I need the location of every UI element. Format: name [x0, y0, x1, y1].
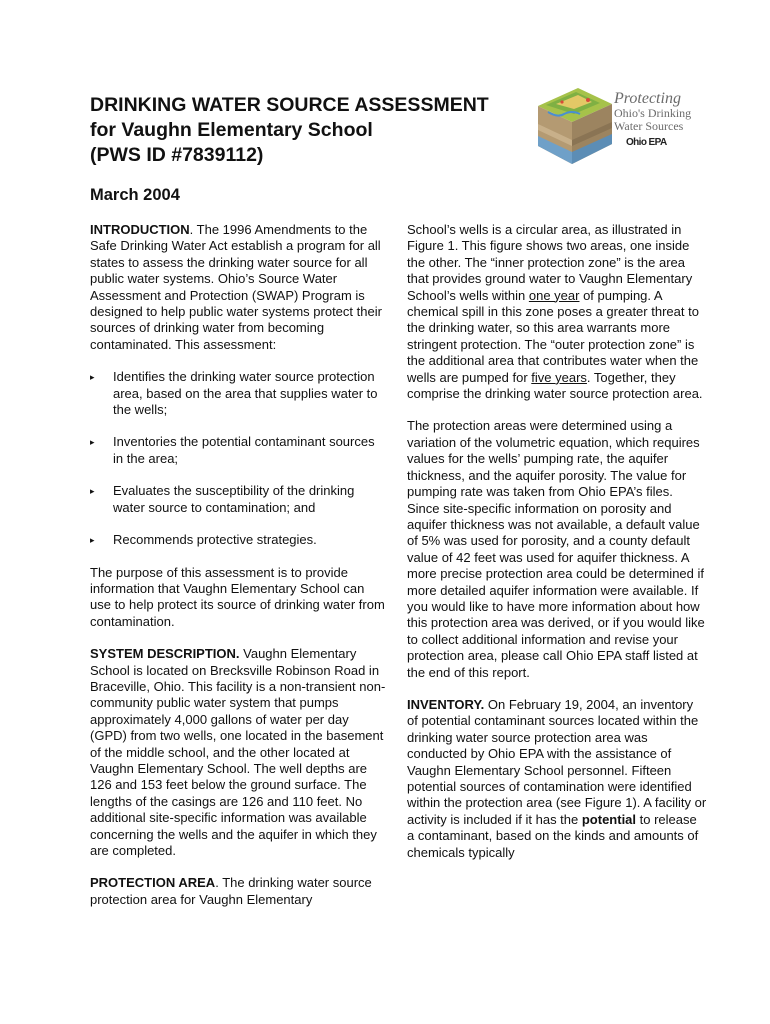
- protection-text-part-c: . Together, they comprise the drinking water source protection area.: [407, 369, 703, 402]
- right-column: [407, 222, 707, 861]
- bullet-arrow-icon: ▸: [90, 535, 95, 546]
- bullet-arrow-icon: ▸: [90, 372, 95, 383]
- inventory-paragraph: [407, 697, 707, 861]
- list-item: [90, 532, 386, 548]
- logo-line-1: Protecting: [614, 90, 681, 107]
- system-description-text: Vaughn Elementary School is located on Brecksville Robinson Road in Braceville, Ohio. This facility is a non-transient non-community public water system that pumps approximately 4,000 gallons of water per day (GPD) from two wells, one located in the basement of the middle school, and the other located at Vaughn Elementary School. The well depths are 126 and 153 feet below the ground surface. The lengths of the casings are 126 and 110 feet. No additional site-specific information was available concerning the wells and the aquifer in which they are completed.: [90, 646, 386, 858]
- protection-text-part-b: of pumping. A chemical spill in this zone poses a greater threat to the drinking water, so this area warrants more stringent protection. The “outer protection zone” is the additional area that contributes water when the wells are pumped for: [407, 287, 699, 385]
- protection-area-paragraph-start: [90, 875, 386, 908]
- landscape-block-icon: [528, 78, 618, 172]
- bullet-arrow-icon: ▸: [90, 437, 95, 448]
- assessment-list: [90, 369, 386, 548]
- list-item-text: Evaluates the susceptibility of the drinking water source to contamination; and: [113, 483, 355, 515]
- logo-text: [614, 90, 696, 148]
- list-item-text: Identifies the drinking water source protection area, based on the area that supplies water to the wells;: [113, 369, 378, 418]
- intro-paragraph: [90, 222, 386, 353]
- protection-text-part-a: School’s wells is a circular area, as illustrated in Figure 1. This figure shows two areas, one inside the other. The “inner protection zone” is the area that provides ground water to Vaughn Elementary School’s wells within: [407, 222, 693, 303]
- logo-line-2: Ohio's Drinking: [614, 106, 692, 120]
- bullet-arrow-icon: ▸: [90, 486, 95, 497]
- title-line-1: DRINKING WATER SOURCE ASSESSMENT: [90, 94, 489, 116]
- list-item-text: Recommends protective strategies.: [113, 532, 317, 548]
- logo-line-3: Water Sources: [614, 119, 684, 133]
- intro-heading: INTRODUCTION: [90, 222, 190, 237]
- document-title: [90, 93, 530, 168]
- methods-paragraph: The protection areas were determined using a variation of the volumetric equation, which requires values for the wells’ pumping rate, the aquifer thickness, and the aquifer porosity. The value for pumping rate was taken from Ohio EPA’s files. Since site-specific information on porosity and aquifer thickness was not available, a default value of 5% was used for porosity, and a county default value of 42 feet was used for aquifer thickness. A more precise protection area could be determined if more detailed aquifer information were available. If you would like to have more information about how this protection area was derived, or if you would like to collect additional information and revise your protection area, please call Ohio EPA staff listed at the end of this report.: [407, 418, 705, 680]
- inventory-text-b: to release a contaminant, based on the kinds and amounts of chemicals typically: [407, 811, 699, 860]
- list-item: [90, 434, 386, 467]
- protection-area-text: . The drinking water source protection area for Vaughn Elementary: [90, 875, 372, 907]
- one-year-term: one year: [528, 287, 580, 303]
- inventory-heading: INVENTORY.: [407, 696, 485, 712]
- intro-text: . The 1996 Amendments to the Safe Drinking Water Act establish a program for all states to assess the drinking water source for all public water systems. Ohio’s Source Water Assessment and Protection (SWAP) Program is designed to help public water systems protect their sources of drinking water from becoming contaminated. This assessment:: [90, 222, 382, 352]
- title-line-3: (PWS ID #7839112): [90, 144, 264, 166]
- left-column: [90, 222, 386, 908]
- logo-agency: Ohio EPA: [626, 137, 667, 148]
- protection-area-paragraph-continued: [407, 222, 707, 402]
- protecting-ohio-drinking-water-logo: [528, 78, 696, 172]
- inventory-text-a: On February 19, 2004, an inventory of potential contaminant sources located within the drinking water source protection area was conducted by Ohio EPA with the assistance of Vaughn Elementary School personnel. Fifteen potential sources of contamination were identified within the protection area (see Figure 1). A facility or activity is included if it has the: [407, 696, 707, 827]
- five-years-term: five years: [531, 369, 587, 385]
- potential-term: potential: [581, 811, 637, 827]
- title-line-2: for Vaughn Elementary School: [90, 119, 373, 141]
- purpose-paragraph: The purpose of this assessment is to provide information that Vaughn Elementary School can use to help protect its source of drinking water from contamination.: [90, 564, 385, 629]
- document-date: March 2004: [90, 186, 180, 204]
- list-item: [90, 369, 386, 418]
- protection-area-heading: PROTECTION AREA: [90, 875, 216, 891]
- system-description-heading: SYSTEM DESCRIPTION.: [90, 646, 240, 662]
- list-item: [90, 483, 386, 516]
- list-item-text: Inventories the potential contaminant sources in the area;: [113, 434, 375, 466]
- system-description-paragraph: [90, 646, 386, 859]
